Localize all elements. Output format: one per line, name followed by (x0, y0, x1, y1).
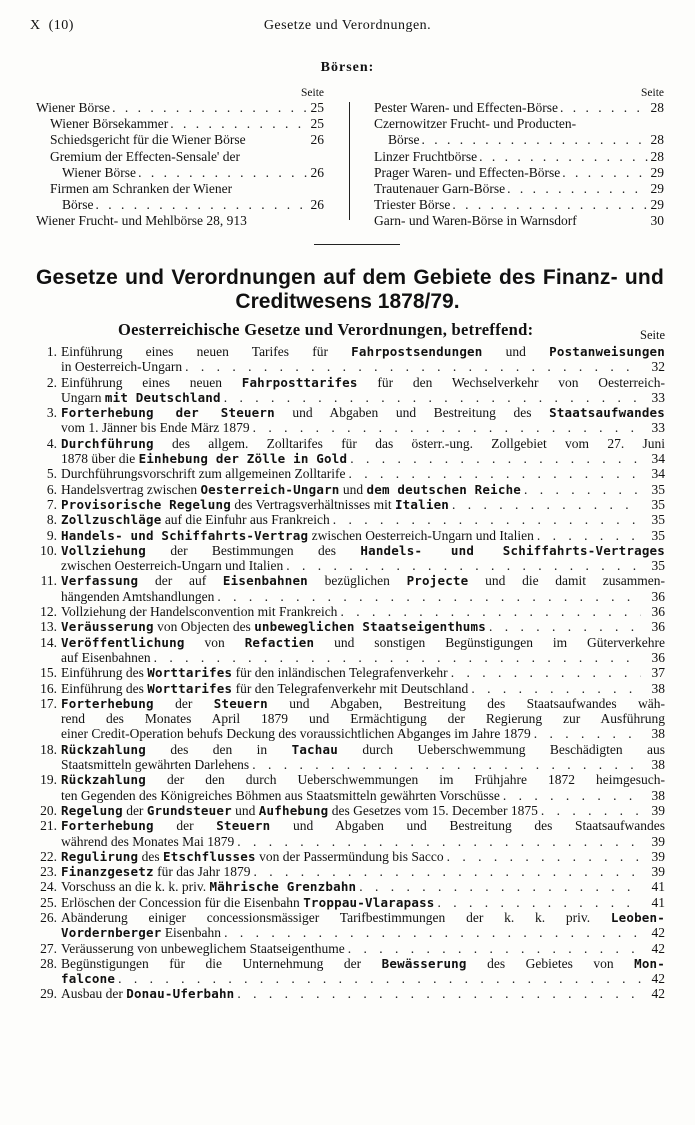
page-ref: 29 (650, 181, 664, 197)
entry-line (61, 451, 665, 466)
main-title: Gesetze und Verordnungen auf dem Gebiete des Finanz- und (36, 266, 664, 289)
entry-number: 2. (46, 374, 57, 390)
entry-number: 12. (40, 604, 57, 620)
toc-entry (30, 849, 665, 864)
seite-label: Seite (301, 87, 324, 99)
entry-line: Einführung eines neuen Tarifes für Fahrpostsendungen und Postanweisungen (61, 344, 666, 359)
entry-number: 11. (40, 573, 57, 589)
entry-text: Vollziehung der Handelsconvention mit Frankreich (61, 604, 338, 620)
page-ref: 42 (651, 986, 665, 1002)
entry-text: Provisorische Regelung des Vertragsverhältnisses mit Italien (61, 496, 450, 512)
page-ref: 33 (651, 389, 665, 405)
entry-line (61, 925, 665, 940)
entry-line: Durchführung des allgem. Zolltarifes für das österr.-ung. Zollgebiet vom 27. Juni (61, 435, 665, 451)
seite-label: Seite (641, 87, 664, 99)
toc-entry (30, 696, 665, 742)
entry-number: 25. (40, 894, 57, 910)
boersen-list-item (36, 213, 324, 229)
entry-line (61, 665, 665, 680)
page-ref: 42 (651, 940, 665, 956)
boersen-list-item (374, 181, 664, 197)
entry-line: rend des Monates April 1879 und Ermächtigung der Regierung zur Ausführung (61, 711, 665, 727)
entry-line: Veröffentlichung von Refactien und sonstigen Begünstigungen im Güterverkehre (61, 634, 665, 650)
boersen-item-label: Wiener Börse (62, 164, 137, 180)
toc-entry (30, 956, 665, 987)
page-ref: 38 (651, 787, 665, 803)
entry-number: 23. (40, 864, 57, 880)
boersen-item-label: Gremium der Effecten-Sensale' der (50, 148, 240, 164)
entry-text: Finanzgesetz für das Jahr 1879 (61, 864, 251, 880)
boersen-item-label: Pester Waren- und Effecten-Börse (374, 100, 558, 115)
leader-dots (110, 100, 308, 116)
entry-number: 8. (46, 512, 57, 528)
page-ref: 29 (650, 197, 664, 213)
toc-entry (30, 879, 665, 894)
boersen-list-item (374, 149, 664, 165)
entry-body (61, 543, 665, 574)
entry-body (61, 405, 665, 436)
page-ref: 35 (651, 558, 665, 574)
entry-body (61, 681, 665, 696)
main-title-line2: Creditwesens 1878/79. (235, 290, 460, 313)
page-ref: 38 (651, 680, 665, 696)
entry-text: Zollzuschläge auf die Einfuhr aus Frankreich (61, 512, 330, 528)
entry-body (61, 497, 665, 512)
running-title: Gesetze und Verordnungen. (263, 18, 432, 33)
entry-text: während des Monates Mai 1879 (61, 833, 235, 849)
boersen-list-item (374, 165, 664, 181)
toc-entry (30, 895, 665, 910)
entry-body (61, 910, 665, 941)
entry-body (61, 604, 665, 619)
entry-text: Ungarn mit Deutschland (61, 389, 221, 405)
entry-text: hängenden Amtshandlungen (61, 588, 215, 604)
toc-entry (30, 986, 665, 1001)
leader-dots (531, 726, 641, 741)
toc-entry (30, 436, 665, 467)
boersen-list-item (374, 100, 664, 116)
boersen-item-label: Czernowitzer Frucht- und Producten- (374, 116, 577, 132)
leader-dots (558, 100, 648, 116)
page-ref: 25 (310, 100, 324, 115)
toc-entry (30, 681, 665, 696)
entry-number: 1. (46, 344, 57, 359)
page-ref: 37 (651, 665, 665, 681)
entry-number: 28. (40, 955, 57, 971)
toc-entry (30, 573, 665, 604)
entry-body (61, 742, 665, 773)
toc-entry (30, 619, 665, 634)
entry-number: 9. (46, 527, 57, 543)
entry-line (61, 497, 665, 512)
entry-text: Veräusserung von Objecten des unbeweglichen Staatseigenthums (61, 619, 486, 635)
toc-entry (30, 375, 665, 406)
leader-dots (249, 757, 641, 772)
entry-body (61, 879, 665, 894)
boersen-list-item (36, 100, 324, 116)
leader-dots (345, 941, 641, 956)
leader-dots (151, 650, 641, 665)
entry-body (61, 635, 665, 666)
boersen-item-label: Linzer Fruchtbörse (374, 148, 478, 164)
page-ref: 32 (651, 359, 665, 375)
boersen-list-item (374, 116, 664, 132)
entry-number: 24. (40, 879, 57, 895)
entry-text: Regelung der Grundsteuer und Aufhebung des Gesetzes vom 15. December 1875 (61, 802, 538, 818)
entry-line (61, 803, 665, 818)
entry-line (61, 558, 665, 573)
boersen-item-label: Prager Waren- und Effecten-Börse (374, 164, 561, 180)
entry-line (61, 681, 665, 696)
page-ref: 26 (310, 164, 324, 180)
entry-number: 5. (46, 466, 57, 482)
leader-dots (94, 197, 309, 213)
entry-body (61, 466, 665, 481)
entry-body (61, 512, 665, 527)
leader-dots (560, 165, 648, 181)
page-ref: 38 (651, 757, 665, 773)
page-ref: 35 (651, 512, 665, 528)
page-ref: 41 (651, 879, 665, 895)
entry-number: 3. (46, 405, 57, 421)
entry-line (61, 589, 665, 604)
entry-line (61, 879, 665, 894)
entry-line: Abänderung einiger concessionsmässiger Tarifbestimmungen der k. k. priv. Leoben- (61, 909, 665, 925)
entry-line (61, 420, 665, 435)
page-ref: 42 (651, 925, 665, 941)
boersen-list-item (374, 213, 664, 229)
toc-entry (30, 466, 665, 481)
entry-text: Vorschuss an die k. k. priv. Mährische Grenzbahn (61, 879, 357, 895)
entry-text: Ausbau der Donau-Uferbahn (61, 986, 235, 1002)
entry-number: 17. (40, 695, 57, 711)
entry-body (61, 344, 665, 375)
leader-dots (538, 803, 641, 818)
entry-text: Durchführungsvorschrift zum allgemeinen Zolltarife (61, 466, 346, 482)
boersen-item-label: Wiener Frucht- und Mehlbörse 28, 913 (36, 213, 247, 229)
entry-text: falcone (61, 971, 116, 987)
entry-body (61, 803, 665, 818)
page-ref: 35 (651, 496, 665, 512)
page-ref: 33 (651, 420, 665, 436)
entry-text: vom 1. Jänner bis Ende März 1879 (61, 420, 250, 436)
leader-dots (283, 558, 641, 573)
entry-number: 26. (40, 909, 57, 925)
page-ref: 30 (650, 213, 664, 229)
boersen-list-item (374, 197, 664, 213)
page-ref: 29 (650, 164, 664, 180)
entry-body (61, 772, 665, 803)
entry-number: 13. (40, 619, 57, 635)
entry-body (61, 528, 665, 543)
entry-line: Rückzahlung des den in Tachau durch Ueberschwemmung Beschädigten aus (61, 741, 665, 757)
leader-dots (500, 788, 641, 803)
page-ref: 35 (651, 527, 665, 543)
toc-entry (30, 864, 665, 879)
page-ref: 39 (651, 802, 665, 818)
section-separator (314, 244, 400, 245)
entry-number: 27. (40, 940, 57, 956)
section-title: Oesterreichische Gesetze und Verordnungen, betreffend: (118, 320, 534, 339)
leader-dots (420, 132, 649, 148)
boersen-item-label: Garn- und Waren-Börse in Warnsdorf (374, 213, 577, 229)
entry-line (61, 941, 665, 956)
page-ref: 36 (651, 649, 665, 665)
entry-body (61, 864, 665, 879)
boersen-list-item (36, 165, 324, 181)
leader-dots (534, 528, 641, 543)
page-ref: 41 (651, 894, 665, 910)
entry-line: Begünstigungen für die Unternehmung der Bewässerung des Gebietes von Mon- (61, 955, 665, 971)
leader-dots (115, 971, 641, 986)
entry-line (61, 359, 665, 374)
leader-dots (448, 665, 641, 680)
column-divider (349, 102, 350, 220)
entry-text: Handels- und Schiffahrts-Vertrag zwischen Oesterreich-Ungarn und Italien (61, 527, 534, 543)
toc-entry (30, 772, 665, 803)
entry-number: 10. (40, 542, 57, 558)
page-ref: 35 (651, 481, 665, 497)
leader-dots (449, 497, 641, 512)
toc-entry (30, 512, 665, 527)
entry-line: Einführung eines neuen Fahrposttarifes für den Wechselverkehr von Oesterreich- (61, 374, 665, 390)
entry-body (61, 696, 665, 742)
page-ref: 34 (651, 451, 665, 467)
entry-body (61, 818, 665, 849)
page-header (30, 18, 665, 38)
entry-number: 20. (40, 802, 57, 818)
entry-text: einer Credit-Operation behufs Deckung des voraussichtlichen Abganges im Jahre 1879 (61, 726, 531, 742)
leader-dots (486, 619, 641, 634)
entry-text: Einführung des Worttarifes für den Telegrafenverkehr mit Deutschland (61, 680, 469, 696)
toc-entry (30, 497, 665, 512)
leader-dots (435, 895, 641, 910)
page-ref: 28 (650, 148, 664, 164)
entry-text: Handelsvertrag zwischen Oesterreich-Ungarn und dem deutschen Reiche (61, 481, 522, 497)
boersen-heading: Börsen: (320, 60, 375, 75)
entry-text: zwischen Oesterreich-Ungarn und Italien (61, 558, 284, 574)
toc-entry (30, 742, 665, 773)
page-ref: 39 (651, 848, 665, 864)
entry-line (61, 971, 665, 986)
leader-dots (214, 589, 641, 604)
entry-body (61, 665, 665, 680)
leader-dots (477, 149, 648, 165)
leader-dots (250, 864, 641, 879)
toc-entry (30, 528, 665, 543)
page-ref: 26 (310, 197, 324, 213)
toc-entry (30, 405, 665, 436)
leader-dots (330, 512, 641, 527)
entry-text: auf Eisenbahnen (61, 649, 151, 665)
page-ref: 36 (651, 619, 665, 635)
entry-line (61, 619, 665, 634)
entry-body (61, 573, 665, 604)
entry-line (61, 482, 665, 497)
entry-body (61, 619, 665, 634)
leader-dots (347, 451, 641, 466)
page-ref: 34 (651, 466, 665, 482)
entry-number: 18. (40, 741, 57, 757)
leader-dots (505, 181, 648, 197)
entry-line (61, 849, 665, 864)
entry-number: 15. (40, 665, 57, 681)
page-number: X (10) (30, 18, 74, 33)
entry-line (61, 604, 665, 619)
entry-line: Forterhebung der Steuern und Abgaben, Bestreitung des Staatsaufwandes wäh- (61, 695, 665, 711)
entry-line (61, 512, 665, 527)
page-ref: 38 (651, 726, 665, 742)
entry-text: Staatsmitteln gewährten Darlehens (61, 757, 250, 773)
entry-body (61, 436, 665, 467)
entry-number: 19. (40, 772, 57, 788)
boersen-item-label: Schiedsgericht für die Wiener Börse (50, 132, 246, 148)
entry-text: Veräusserung von unbeweglichem Staatseigenthume (61, 940, 345, 956)
leader-dots (136, 165, 308, 181)
toc-entry (30, 941, 665, 956)
boersen-item-label: Firmen am Schranken der Wiener (50, 181, 233, 197)
page-ref: 26 (310, 132, 324, 148)
entry-line (61, 986, 665, 1001)
entry-line (61, 390, 665, 405)
boersen-item-label: Triester Börse (374, 197, 451, 213)
toc-entry (30, 482, 665, 497)
toc-entry (30, 344, 665, 375)
entry-body (61, 986, 665, 1001)
boersen-item-label: Wiener Börsekammer (50, 116, 169, 132)
entry-line (61, 895, 665, 910)
boersen-left-column (36, 86, 324, 230)
entry-line (61, 834, 665, 849)
page-ref: 36 (651, 604, 665, 620)
entry-number: 7. (46, 496, 57, 512)
page-ref: 28 (650, 100, 664, 115)
entry-line (61, 757, 665, 772)
boersen-item-label: Börse (62, 197, 94, 213)
entry-number: 16. (40, 680, 57, 696)
leader-dots (168, 116, 308, 132)
boersen-list-item (374, 132, 664, 148)
entry-body (61, 941, 665, 956)
entry-line (61, 528, 665, 543)
entry-line: Rückzahlung der den durch Ueberschwemmungen im Frühjahre 1872 heimgesuch- (61, 772, 665, 788)
entry-text: 1878 über die Einhebung der Zölle in Gold (61, 451, 348, 467)
boersen-list-item (36, 181, 324, 197)
entry-line (61, 864, 665, 879)
entry-text: Regulirung des Etschflusses von der Passermündung bis Sacco (61, 848, 444, 864)
entry-body (61, 849, 665, 864)
entry-number: 22. (40, 848, 57, 864)
entry-number: 21. (40, 818, 57, 834)
toc-entry (30, 543, 665, 574)
leader-dots (468, 681, 641, 696)
entry-line (61, 788, 665, 803)
entry-number: 4. (46, 435, 57, 451)
boersen-list-item (36, 149, 324, 165)
entry-number: 29. (40, 986, 57, 1002)
leader-dots (234, 834, 641, 849)
entry-body (61, 956, 665, 987)
entry-text: ten Gegenden des Königreiches Böhmen aus Staatsmitteln gewährten Vorschüsse (61, 787, 500, 803)
entry-line: Forterhebung der Steuern und Abgaben und Bestreitung des Staatsaufwandes (61, 405, 665, 421)
page-ref: 39 (651, 833, 665, 849)
leader-dots (521, 482, 641, 497)
entry-number: 14. (40, 634, 57, 650)
entry-line: Verfassung der auf Eisenbahnen bezüglichen Projecte und die damit zusammen- (61, 573, 665, 589)
entry-text: Einführung des Worttarifes für den inländischen Telegrafenverkehr (61, 665, 448, 681)
entry-text: Vordernberger Eisenbahn (61, 925, 222, 941)
toc-entry (30, 910, 665, 941)
leader-dots (182, 359, 641, 374)
boersen-list-item (36, 197, 324, 213)
leader-dots (450, 197, 648, 213)
entry-text: in Oesterreich-Ungarn (61, 359, 183, 375)
boersen-item-label: Wiener Börse (36, 100, 111, 115)
toc-entry (30, 665, 665, 680)
entry-line (61, 726, 665, 741)
table-of-contents (30, 344, 665, 1002)
page-ref: 36 (651, 588, 665, 604)
toc-entry (30, 803, 665, 818)
leader-dots (356, 879, 641, 894)
toc-entry (30, 818, 665, 849)
toc-entry (30, 635, 665, 666)
boersen-item-label: Trautenauer Garn-Börse (374, 181, 506, 197)
entry-text: Erlöschen der Concession für die Eisenbahn Troppau-Vlarapass (61, 894, 435, 910)
page-ref: 28 (650, 132, 664, 148)
leader-dots (444, 849, 641, 864)
leader-dots (250, 420, 641, 435)
leader-dots (221, 925, 641, 940)
entry-line (61, 466, 665, 481)
leader-dots (234, 986, 641, 1001)
entry-number: 6. (46, 481, 57, 497)
page-ref: 42 (651, 971, 665, 987)
boersen-right-column (374, 86, 664, 230)
entry-line: Vollziehung der Bestimmungen des Handels- und Schiffahrts-Vertrages (61, 542, 665, 558)
entry-line: Forterhebung der Steuern und Abgaben und Bestreitung des Staatsaufwandes (61, 818, 665, 834)
page-ref: 39 (651, 864, 665, 880)
toc-entry (30, 604, 665, 619)
boersen-list-item (36, 132, 324, 148)
page-ref: 25 (310, 116, 324, 132)
entry-line (61, 650, 665, 665)
entry-body (61, 482, 665, 497)
leader-dots (221, 390, 641, 405)
entry-body (61, 895, 665, 910)
entry-body (61, 375, 665, 406)
boersen-list-item (36, 116, 324, 132)
leader-dots (346, 466, 641, 481)
boersen-item-label: Börse (388, 132, 420, 148)
seite-label: Seite (640, 328, 665, 342)
leader-dots (337, 604, 641, 619)
